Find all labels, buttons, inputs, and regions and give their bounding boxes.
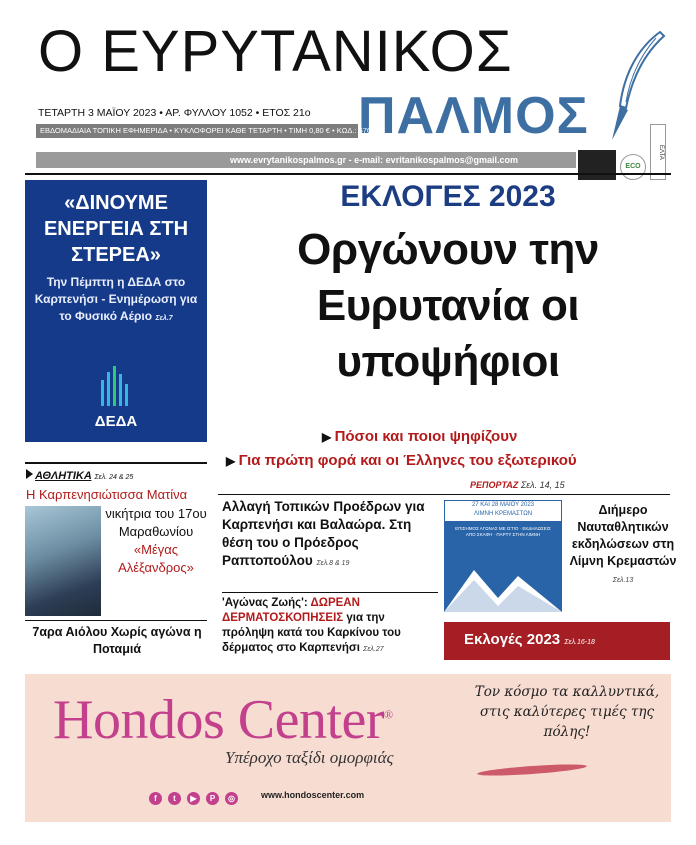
main-divider [218, 494, 670, 495]
tagline-strip: ΕΒΔΟΜΑΔΙΑΙΑ ΤΟΠΙΚΗ ΕΦΗΜΕΡΙΔΑ • ΚΥΚΛΟΦΟΡΕΙ ΚΑΘΕ ΤΕΤΑΡΤΗ • ΤΙΜΗ 0,80 € • ΚΩΔ.: 6763 [36, 124, 358, 138]
sports-headline-red: Η Καρπενησιώτισσα Ματίνα [26, 487, 188, 502]
sports-divider-2 [25, 620, 207, 621]
triangle-icon [26, 469, 33, 479]
band-text: Εκλογές 2023 [464, 631, 561, 648]
elections-band-text [464, 631, 595, 648]
mountain-icon [444, 558, 562, 612]
poster-text: ΕΠΙΣΗΜΟΣ ΑΓΩΝΑΣ ΜΕ ΙΣΤΙΟ · ΕΚΔΗΛΩΣΕΙΣ ΑΠΟ ΣΚΑΦΗ · ΠΑΡΤΥ ΣΤΗΝ ΛΙΜΝΗ [455, 526, 551, 537]
nautical-event-poster[interactable] [444, 500, 562, 612]
triangle-icon: ▶ [226, 454, 239, 468]
masthead-title: Ο ΕΥΡΥΤΑΝΙΚΟΣ [38, 19, 513, 84]
masthead-subtitle: ΠΑΛΜΟΣ [358, 87, 589, 145]
band-ref: Σελ.16-18 [564, 639, 595, 646]
report-credit [470, 480, 565, 490]
header-divider [25, 173, 671, 175]
subheadline-1-text: Πόσοι και ποιοι ψηφίζουν [334, 428, 518, 445]
hondos-slogan: Υπέροχο ταξίδι ομορφιάς [225, 748, 394, 767]
article-skin-checks[interactable] [222, 596, 438, 657]
ad-url[interactable]: www.hondoscenter.com [261, 790, 365, 800]
pinterest-icon[interactable]: P [206, 792, 219, 805]
hondos-ad[interactable] [25, 674, 671, 822]
article-nautical[interactable] [568, 502, 678, 589]
article-2-rest: για την πρόληψη κατά του Καρκίνου του δέρματος στο Καρπενήσι [222, 612, 401, 654]
twitter-icon[interactable]: t [168, 792, 181, 805]
youtube-icon[interactable]: ▶ [187, 792, 200, 805]
article-2-red: ΔΩΡΕΑΝ ΔΕΡΜΑΤΟΣΚΟΠΗΣΕΙΣ [222, 597, 360, 624]
article-2-ref: Σελ.27 [363, 646, 384, 653]
eco-badge: ECO [620, 154, 646, 180]
instagram-icon[interactable]: ◎ [225, 792, 238, 805]
athlete-photo [25, 506, 101, 616]
subheadline-2-text: Για πρώτη φορά και οι Έλληνες του εξωτερικού [238, 452, 577, 469]
deda-headline: «ΔΙΝΟΥΜΕ ΕΝΕΡΓΕΙΑ ΣΤΗ ΣΤΕΡΕΑ» [43, 192, 189, 266]
sports-headline-rest: νικήτρια του 17ου Μαραθωνίου [105, 506, 207, 539]
section-title: ΕΚΛΟΓΕΣ 2023 [340, 180, 556, 213]
deda-page-ref: Σελ.7 [155, 315, 173, 322]
triangle-icon: ▶ [322, 430, 335, 444]
deda-logo-icon [87, 362, 145, 432]
main-headline[interactable]: Οργώνουν την Ευρυτανία οι υποψήφιοι [297, 225, 599, 386]
sports-tag-label: ΑΘΛΗΤΙΚΑ [35, 470, 92, 482]
contact-strip[interactable]: www.evrytanikospalmos.gr - e-mail: evritanikospalmos@gmail.com [36, 152, 576, 168]
subheadline-1 [322, 428, 517, 445]
article-divider [222, 592, 438, 593]
deda-logo-text: ΔΕΔΑ [94, 413, 138, 430]
hondos-brand-text: Hondos Center [53, 689, 385, 751]
lipstick-swatch [477, 762, 587, 778]
article-3-text: Διήμερο Ναυταθλητικών εκδηλώσεων στη Λίμνη Κρεμαστών [569, 503, 677, 568]
second-sports-story[interactable]: 7αρα Αιόλου Χωρίς αγώνα η Ποταμιά [32, 625, 202, 656]
registered-mark: ® [384, 707, 393, 722]
article-3-ref: Σελ.13 [612, 577, 634, 584]
deda-promo-box[interactable] [25, 180, 207, 442]
article-1-ref: Σελ.8 & 19 [316, 560, 350, 567]
report-label: ΡΕΠΟΡΤΑΖ [470, 480, 519, 490]
issue-line: ΤΕΤΑΡΤΗ 3 ΜΑΪΟΥ 2023 • ΑΡ. ΦΥΛΛΟΥ 1052 • ΕΤΟΣ 21ο [38, 107, 311, 119]
sports-tag [26, 469, 133, 482]
report-ref: Σελ. 14, 15 [520, 480, 565, 490]
poster-header [444, 500, 562, 522]
sports-divider [25, 462, 207, 464]
article-local-presidents[interactable] [222, 498, 438, 573]
member-badge [578, 150, 616, 180]
hondos-brand [53, 688, 393, 752]
elta-badge: ΕΛΤΑ [650, 124, 666, 180]
sports-headline-continued [104, 505, 208, 577]
sports-headline-red2: «Μέγας Αλέξανδρος» [118, 542, 194, 575]
deda-body-text: Την Πέμπτη η ΔΕΔΑ στο Καρπενήσι - Ενημέρωση για το Φυσικό Αέριο [34, 275, 198, 323]
handwritten-slogan: Τον κόσμο τα καλλυντικά, στις καλύτερες τιμές της πόλης! [474, 684, 660, 740]
social-icons [149, 788, 244, 806]
article-1-text: Αλλαγή Τοπικών Προέδρων για Καρπενήσι και Βαλαώρα. Στη θέση του ο Πρόεδρος Ραπτοπούλου [222, 499, 425, 568]
elections-band[interactable] [444, 622, 670, 660]
subheadline-2 [226, 452, 577, 469]
article-2-lead: 'Αγώνας Ζωής': [222, 597, 308, 609]
sports-page-ref: Σελ. 24 & 25 [94, 474, 134, 481]
poster-date: 27 ΚΑΙ 28 ΜΑΪΟΥ 2023 [471, 502, 535, 508]
facebook-icon[interactable]: f [149, 792, 162, 805]
poster-place: ΛΙΜΝΗ ΚΡΕΜΑΣΤΩΝ [473, 511, 533, 517]
deda-body [29, 274, 203, 327]
